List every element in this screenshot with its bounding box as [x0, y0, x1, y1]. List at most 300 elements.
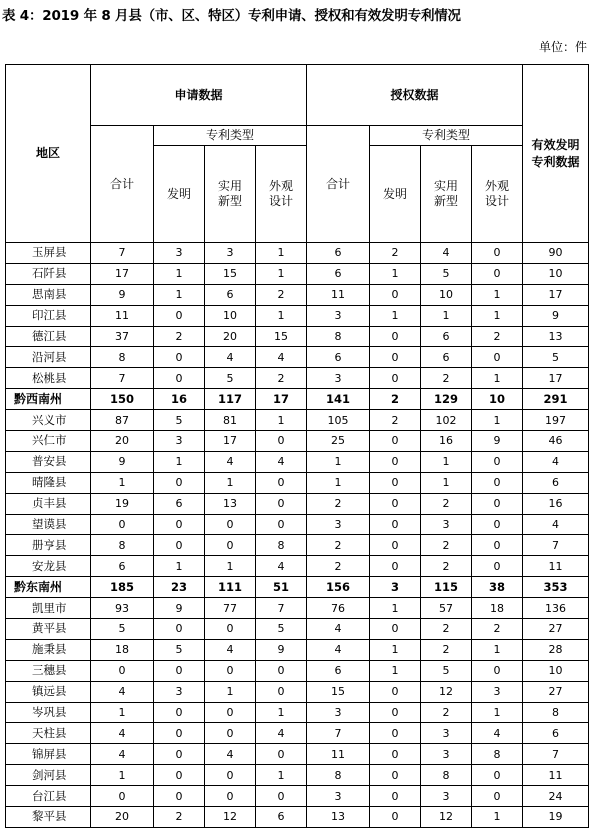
value-cell-a-total: 7	[91, 368, 154, 389]
header-grant-total: 合计	[307, 126, 370, 243]
value-cell-g-util: 3	[421, 514, 472, 535]
value-cell-a-des: 2	[256, 284, 307, 305]
header-region: 地区	[6, 65, 91, 243]
value-cell-a-inv: 0	[154, 305, 205, 326]
value-cell-valid: 19	[523, 807, 589, 828]
value-cell-g-des: 2	[472, 619, 523, 640]
value-cell-a-des: 0	[256, 493, 307, 514]
value-cell-a-total: 1	[91, 702, 154, 723]
value-cell-g-des: 0	[472, 556, 523, 577]
value-cell-a-des: 8	[256, 535, 307, 556]
value-cell-a-util: 0	[205, 702, 256, 723]
value-cell-g-inv: 0	[370, 368, 421, 389]
table-row	[6, 493, 589, 514]
value-cell-a-des: 51	[256, 577, 307, 598]
value-cell-a-des: 0	[256, 681, 307, 702]
value-cell-a-des: 2	[256, 368, 307, 389]
value-cell-valid: 16	[523, 493, 589, 514]
value-cell-a-util: 1	[205, 681, 256, 702]
header-application-utility-text: 实用新型	[217, 179, 242, 208]
value-cell-g-inv: 1	[370, 263, 421, 284]
value-cell-g-total: 11	[307, 284, 370, 305]
header-application-utility	[205, 146, 256, 243]
value-cell-g-total: 7	[307, 723, 370, 744]
value-cell-g-des: 1	[472, 284, 523, 305]
value-cell-g-total: 2	[307, 535, 370, 556]
value-cell-g-inv: 0	[370, 807, 421, 828]
value-cell-g-des: 0	[472, 243, 523, 264]
value-cell-a-inv: 0	[154, 619, 205, 640]
value-cell-a-des: 1	[256, 410, 307, 431]
value-cell-g-des: 9	[472, 431, 523, 452]
value-cell-g-util: 2	[421, 556, 472, 577]
value-cell-valid: 11	[523, 765, 589, 786]
value-cell-g-des: 0	[472, 493, 523, 514]
header-grant: 授权数据	[307, 65, 523, 126]
value-cell-valid: 13	[523, 326, 589, 347]
value-cell-g-util: 2	[421, 535, 472, 556]
value-cell-g-util: 8	[421, 765, 472, 786]
value-cell-a-util: 0	[205, 765, 256, 786]
value-cell-a-total: 9	[91, 284, 154, 305]
value-cell-a-util: 4	[205, 744, 256, 765]
value-cell-g-util: 10	[421, 284, 472, 305]
value-cell-g-des: 1	[472, 305, 523, 326]
value-cell-g-inv: 1	[370, 598, 421, 619]
value-cell-g-util: 3	[421, 786, 472, 807]
region-cell: 黄平县	[6, 619, 91, 640]
value-cell-g-des: 0	[472, 660, 523, 681]
value-cell-g-total: 3	[307, 514, 370, 535]
value-cell-a-inv: 0	[154, 723, 205, 744]
value-cell-a-total: 9	[91, 451, 154, 472]
value-cell-g-total: 1	[307, 451, 370, 472]
value-cell-g-util: 57	[421, 598, 472, 619]
value-cell-g-inv: 0	[370, 681, 421, 702]
value-cell-g-total: 6	[307, 347, 370, 368]
region-cell: 石阡县	[6, 263, 91, 284]
header-valid-invention-text: 有效发明专利数据	[531, 137, 580, 169]
value-cell-g-des: 0	[472, 451, 523, 472]
value-cell-a-util: 6	[205, 284, 256, 305]
value-cell-g-des: 0	[472, 347, 523, 368]
region-cell: 兴义市	[6, 410, 91, 431]
value-cell-g-util: 12	[421, 681, 472, 702]
value-cell-a-des: 0	[256, 472, 307, 493]
value-cell-g-util: 2	[421, 702, 472, 723]
value-cell-g-util: 3	[421, 744, 472, 765]
value-cell-valid: 46	[523, 431, 589, 452]
value-cell-a-util: 20	[205, 326, 256, 347]
value-cell-a-inv: 16	[154, 389, 205, 410]
value-cell-a-des: 15	[256, 326, 307, 347]
table-row	[6, 451, 589, 472]
table-row-subtotal	[6, 389, 589, 410]
value-cell-g-total: 4	[307, 639, 370, 660]
value-cell-g-util: 4	[421, 243, 472, 264]
region-cell: 思南县	[6, 284, 91, 305]
value-cell-a-des: 6	[256, 807, 307, 828]
region-cell: 沿河县	[6, 347, 91, 368]
patent-table	[5, 64, 589, 828]
value-cell-g-des: 4	[472, 723, 523, 744]
value-cell-g-inv: 0	[370, 744, 421, 765]
value-cell-g-des: 8	[472, 744, 523, 765]
value-cell-g-inv: 0	[370, 431, 421, 452]
header-grant-design-text: 外观设计	[485, 179, 510, 208]
value-cell-g-total: 105	[307, 410, 370, 431]
value-cell-valid: 24	[523, 786, 589, 807]
value-cell-g-inv: 0	[370, 702, 421, 723]
value-cell-a-inv: 1	[154, 284, 205, 305]
value-cell-valid: 28	[523, 639, 589, 660]
value-cell-a-inv: 1	[154, 263, 205, 284]
value-cell-g-util: 115	[421, 577, 472, 598]
value-cell-a-total: 19	[91, 493, 154, 514]
header-grant-utility	[421, 146, 472, 243]
value-cell-g-inv: 0	[370, 556, 421, 577]
value-cell-g-total: 6	[307, 660, 370, 681]
value-cell-g-util: 102	[421, 410, 472, 431]
value-cell-a-inv: 9	[154, 598, 205, 619]
value-cell-a-total: 1	[91, 472, 154, 493]
value-cell-valid: 136	[523, 598, 589, 619]
value-cell-a-total: 4	[91, 744, 154, 765]
region-cell: 天柱县	[6, 723, 91, 744]
value-cell-a-total: 93	[91, 598, 154, 619]
table-row	[6, 598, 589, 619]
value-cell-g-inv: 1	[370, 639, 421, 660]
value-cell-valid: 4	[523, 514, 589, 535]
region-cell: 镇远县	[6, 681, 91, 702]
value-cell-g-des: 0	[472, 535, 523, 556]
value-cell-g-util: 2	[421, 493, 472, 514]
region-cell: 册亨县	[6, 535, 91, 556]
header-application-patent-type: 专利类型	[154, 126, 307, 146]
value-cell-g-total: 1	[307, 472, 370, 493]
value-cell-valid: 9	[523, 305, 589, 326]
region-cell: 黔西南州	[6, 389, 91, 410]
value-cell-a-inv: 1	[154, 451, 205, 472]
region-cell: 台江县	[6, 786, 91, 807]
value-cell-a-des: 0	[256, 514, 307, 535]
value-cell-g-total: 8	[307, 326, 370, 347]
value-cell-a-total: 87	[91, 410, 154, 431]
value-cell-valid: 8	[523, 702, 589, 723]
value-cell-g-inv: 0	[370, 451, 421, 472]
value-cell-a-util: 4	[205, 639, 256, 660]
value-cell-a-des: 1	[256, 702, 307, 723]
table-title: 表 4：2019 年 8 月县（市、区、特区）专利申请、授权和有效发明专利情况	[2, 8, 461, 24]
value-cell-g-util: 5	[421, 263, 472, 284]
value-cell-g-des: 0	[472, 472, 523, 493]
value-cell-a-util: 0	[205, 723, 256, 744]
unit-label: 单位：件	[538, 40, 587, 54]
value-cell-a-total: 1	[91, 765, 154, 786]
region-cell: 黎平县	[6, 807, 91, 828]
value-cell-g-des: 1	[472, 807, 523, 828]
value-cell-a-total: 37	[91, 326, 154, 347]
table-row	[6, 744, 589, 765]
value-cell-a-util: 0	[205, 786, 256, 807]
value-cell-g-util: 1	[421, 451, 472, 472]
value-cell-g-util: 6	[421, 326, 472, 347]
value-cell-g-util: 2	[421, 639, 472, 660]
value-cell-valid: 6	[523, 472, 589, 493]
value-cell-a-total: 7	[91, 243, 154, 264]
value-cell-g-inv: 0	[370, 619, 421, 640]
value-cell-a-des: 4	[256, 723, 307, 744]
table-row	[6, 702, 589, 723]
value-cell-a-inv: 5	[154, 410, 205, 431]
value-cell-a-des: 4	[256, 556, 307, 577]
value-cell-a-inv: 3	[154, 681, 205, 702]
value-cell-a-inv: 2	[154, 326, 205, 347]
table-row	[6, 807, 589, 828]
header-grant-utility-text: 实用新型	[434, 179, 459, 208]
header-grant-invention: 发明	[370, 146, 421, 243]
value-cell-g-total: 8	[307, 765, 370, 786]
value-cell-valid: 17	[523, 284, 589, 305]
region-cell: 岑巩县	[6, 702, 91, 723]
value-cell-g-total: 13	[307, 807, 370, 828]
value-cell-g-total: 76	[307, 598, 370, 619]
value-cell-valid: 4	[523, 451, 589, 472]
value-cell-a-total: 5	[91, 619, 154, 640]
region-cell: 望谟县	[6, 514, 91, 535]
value-cell-a-total: 8	[91, 535, 154, 556]
region-cell: 锦屏县	[6, 744, 91, 765]
value-cell-g-inv: 0	[370, 514, 421, 535]
value-cell-a-util: 117	[205, 389, 256, 410]
value-cell-g-util: 6	[421, 347, 472, 368]
region-cell: 三穗县	[6, 660, 91, 681]
value-cell-a-total: 18	[91, 639, 154, 660]
value-cell-a-inv: 5	[154, 639, 205, 660]
value-cell-a-util: 17	[205, 431, 256, 452]
table-row-subtotal	[6, 577, 589, 598]
value-cell-g-total: 15	[307, 681, 370, 702]
value-cell-g-total: 2	[307, 556, 370, 577]
value-cell-g-inv: 1	[370, 660, 421, 681]
table-row	[6, 765, 589, 786]
value-cell-valid: 27	[523, 619, 589, 640]
value-cell-g-inv: 2	[370, 410, 421, 431]
header-application-design-text: 外观设计	[268, 179, 293, 208]
value-cell-g-total: 6	[307, 263, 370, 284]
value-cell-g-des: 0	[472, 765, 523, 786]
value-cell-a-util: 1	[205, 472, 256, 493]
value-cell-g-util: 2	[421, 619, 472, 640]
region-cell: 晴隆县	[6, 472, 91, 493]
table-row	[6, 723, 589, 744]
value-cell-valid: 197	[523, 410, 589, 431]
value-cell-a-inv: 0	[154, 660, 205, 681]
value-cell-a-des: 5	[256, 619, 307, 640]
value-cell-a-inv: 0	[154, 765, 205, 786]
value-cell-a-des: 9	[256, 639, 307, 660]
value-cell-a-total: 185	[91, 577, 154, 598]
value-cell-g-inv: 1	[370, 305, 421, 326]
value-cell-a-inv: 3	[154, 243, 205, 264]
value-cell-g-util: 3	[421, 723, 472, 744]
value-cell-a-util: 0	[205, 660, 256, 681]
table-row	[6, 243, 589, 264]
value-cell-g-des: 1	[472, 702, 523, 723]
value-cell-g-total: 156	[307, 577, 370, 598]
value-cell-valid: 10	[523, 660, 589, 681]
value-cell-a-des: 1	[256, 243, 307, 264]
value-cell-a-inv: 0	[154, 347, 205, 368]
value-cell-g-inv: 0	[370, 472, 421, 493]
value-cell-g-des: 2	[472, 326, 523, 347]
value-cell-a-total: 4	[91, 723, 154, 744]
value-cell-g-util: 5	[421, 660, 472, 681]
value-cell-valid: 27	[523, 681, 589, 702]
value-cell-a-util: 10	[205, 305, 256, 326]
value-cell-a-inv: 0	[154, 786, 205, 807]
region-cell: 贞丰县	[6, 493, 91, 514]
region-cell: 普安县	[6, 451, 91, 472]
value-cell-valid: 17	[523, 368, 589, 389]
value-cell-g-des: 1	[472, 368, 523, 389]
value-cell-valid: 7	[523, 744, 589, 765]
value-cell-a-inv: 6	[154, 493, 205, 514]
table-row	[6, 368, 589, 389]
region-cell: 安龙县	[6, 556, 91, 577]
region-cell: 印江县	[6, 305, 91, 326]
value-cell-g-inv: 3	[370, 577, 421, 598]
value-cell-a-des: 4	[256, 451, 307, 472]
value-cell-g-inv: 0	[370, 347, 421, 368]
value-cell-a-inv: 3	[154, 431, 205, 452]
value-cell-g-des: 38	[472, 577, 523, 598]
table-row	[6, 305, 589, 326]
header-grant-design	[472, 146, 523, 243]
table-body	[6, 243, 589, 828]
value-cell-g-total: 4	[307, 619, 370, 640]
value-cell-valid: 7	[523, 535, 589, 556]
value-cell-a-total: 6	[91, 556, 154, 577]
value-cell-a-total: 150	[91, 389, 154, 410]
value-cell-a-des: 4	[256, 347, 307, 368]
value-cell-a-total: 0	[91, 660, 154, 681]
value-cell-g-inv: 2	[370, 389, 421, 410]
table-row	[6, 514, 589, 535]
value-cell-a-util: 3	[205, 243, 256, 264]
value-cell-a-util: 0	[205, 514, 256, 535]
value-cell-valid: 353	[523, 577, 589, 598]
value-cell-g-util: 1	[421, 305, 472, 326]
value-cell-a-des: 0	[256, 431, 307, 452]
value-cell-g-util: 16	[421, 431, 472, 452]
region-cell: 剑河县	[6, 765, 91, 786]
region-cell: 凯里市	[6, 598, 91, 619]
value-cell-valid: 11	[523, 556, 589, 577]
value-cell-g-inv: 0	[370, 535, 421, 556]
table-row	[6, 535, 589, 556]
value-cell-g-des: 1	[472, 639, 523, 660]
value-cell-a-util: 1	[205, 556, 256, 577]
value-cell-a-des: 0	[256, 660, 307, 681]
value-cell-valid: 291	[523, 389, 589, 410]
value-cell-a-util: 5	[205, 368, 256, 389]
region-cell: 玉屏县	[6, 243, 91, 264]
value-cell-g-inv: 0	[370, 786, 421, 807]
value-cell-g-inv: 0	[370, 723, 421, 744]
value-cell-g-des: 1	[472, 410, 523, 431]
table-row	[6, 619, 589, 640]
value-cell-g-inv: 0	[370, 284, 421, 305]
value-cell-g-util: 1	[421, 472, 472, 493]
region-cell: 德江县	[6, 326, 91, 347]
value-cell-valid: 90	[523, 243, 589, 264]
value-cell-a-util: 4	[205, 347, 256, 368]
value-cell-g-total: 141	[307, 389, 370, 410]
value-cell-a-util: 77	[205, 598, 256, 619]
value-cell-g-total: 25	[307, 431, 370, 452]
value-cell-a-util: 4	[205, 451, 256, 472]
value-cell-a-total: 0	[91, 514, 154, 535]
value-cell-g-total: 6	[307, 243, 370, 264]
value-cell-g-inv: 0	[370, 326, 421, 347]
value-cell-g-util: 129	[421, 389, 472, 410]
value-cell-a-inv: 0	[154, 744, 205, 765]
table-row	[6, 681, 589, 702]
value-cell-a-des: 17	[256, 389, 307, 410]
value-cell-g-inv: 2	[370, 243, 421, 264]
value-cell-a-total: 8	[91, 347, 154, 368]
table-row	[6, 556, 589, 577]
value-cell-a-util: 15	[205, 263, 256, 284]
value-cell-a-total: 20	[91, 431, 154, 452]
value-cell-g-inv: 0	[370, 765, 421, 786]
value-cell-g-total: 11	[307, 744, 370, 765]
value-cell-a-des: 0	[256, 744, 307, 765]
value-cell-g-util: 12	[421, 807, 472, 828]
value-cell-a-inv: 0	[154, 535, 205, 556]
value-cell-a-util: 111	[205, 577, 256, 598]
value-cell-a-util: 81	[205, 410, 256, 431]
value-cell-a-des: 0	[256, 786, 307, 807]
region-cell: 黔东南州	[6, 577, 91, 598]
value-cell-a-inv: 0	[154, 702, 205, 723]
value-cell-g-total: 3	[307, 368, 370, 389]
table-row	[6, 263, 589, 284]
region-cell: 施秉县	[6, 639, 91, 660]
table-row	[6, 284, 589, 305]
value-cell-a-des: 1	[256, 765, 307, 786]
value-cell-g-des: 0	[472, 263, 523, 284]
value-cell-g-total: 3	[307, 305, 370, 326]
value-cell-a-total: 17	[91, 263, 154, 284]
table-row	[6, 410, 589, 431]
value-cell-valid: 10	[523, 263, 589, 284]
value-cell-g-inv: 0	[370, 493, 421, 514]
header-grant-patent-type: 专利类型	[370, 126, 523, 146]
value-cell-a-util: 13	[205, 493, 256, 514]
value-cell-g-des: 10	[472, 389, 523, 410]
value-cell-a-inv: 0	[154, 472, 205, 493]
value-cell-valid: 5	[523, 347, 589, 368]
region-cell: 兴仁市	[6, 431, 91, 452]
value-cell-g-total: 3	[307, 786, 370, 807]
value-cell-a-inv: 0	[154, 368, 205, 389]
value-cell-a-util: 0	[205, 535, 256, 556]
value-cell-a-des: 1	[256, 263, 307, 284]
value-cell-a-inv: 2	[154, 807, 205, 828]
value-cell-a-util: 12	[205, 807, 256, 828]
